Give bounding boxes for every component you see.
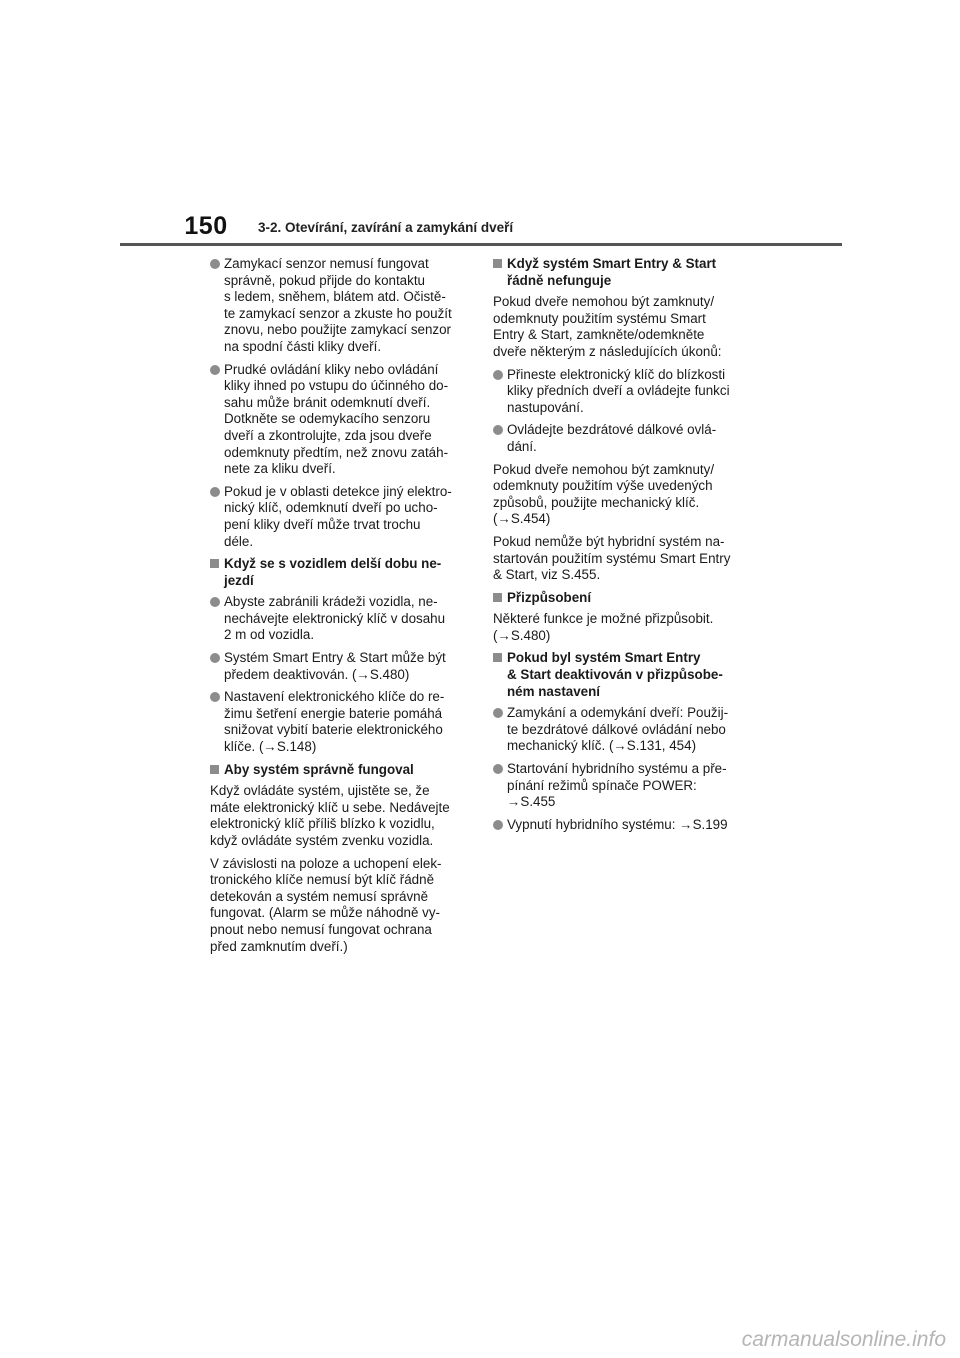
paragraph	[493, 534, 751, 584]
square-marker-icon	[493, 653, 502, 662]
square-marker-icon	[210, 765, 219, 774]
section-heading	[493, 590, 751, 607]
block-text: Když systém Smart Entry & Start řádně nefunguje	[507, 256, 717, 288]
bullet-item	[493, 422, 751, 455]
square-marker-icon	[493, 259, 502, 268]
block-text: Vypnutí hybridního systému: →S.199	[507, 816, 728, 832]
section-heading	[210, 556, 468, 589]
block-text: Zamykací senzor nemusí fungovat správně, pokud přijde do kontaktu s ledem, sněhem, blátem atd. Očistě- te zamykací senzor a zkuste ho použít znovu, nebo použijte zamykací senzor na spodní části kliky dveří.	[224, 256, 452, 354]
block-text: Pokud je v oblasti detekce jiný elektro- nický klíč, odemknutí dveří po ucho- pení kliky dveří může trvat trochu déle.	[224, 483, 452, 549]
paragraph	[493, 294, 751, 360]
bullet-dot-icon	[493, 370, 503, 380]
chapter-title: 3-2. Otevírání, zavírání a zamykání dveří	[258, 220, 514, 235]
bullet-item	[493, 817, 751, 834]
block-text: Některé funkce je možné přizpůsobit. (→S.480)	[493, 611, 714, 643]
left-column	[210, 256, 468, 961]
bullet-item	[210, 594, 468, 644]
page-header	[0, 0, 960, 250]
bullet-dot-icon	[493, 764, 503, 774]
paragraph	[493, 611, 751, 644]
bullet-dot-icon	[493, 425, 503, 435]
block-text: Přineste elektronický klíč do blízkosti kliky předních dveří a ovládejte funkci nastupování.	[507, 366, 730, 415]
block-text: Když ovládáte systém, ujistěte se, že máte elektronický klíč u sebe. Nedávejte elektronický klíč příliš blízko k vozidlu, když ovládáte systém zvenku vozidla.	[210, 783, 450, 848]
bullet-dot-icon	[210, 259, 220, 269]
bullet-dot-icon	[210, 365, 220, 375]
section-heading	[493, 650, 751, 700]
bullet-dot-icon	[210, 487, 220, 497]
header-rule	[120, 243, 842, 246]
bullet-dot-icon	[210, 597, 220, 607]
bullet-item	[493, 705, 751, 755]
block-text: Když se s vozidlem delší dobu ne- jezdí	[224, 556, 442, 588]
block-text: Pokud dveře nemohou být zamknuty/ odemknuty použitím systému Smart Entry & Start, zamkněte/odemkněte dveře některým z následujících úkonů:	[493, 294, 722, 359]
block-text: Startování hybridního systému a pře- pínání režimů spínače POWER: →S.455	[507, 761, 727, 810]
right-column	[493, 256, 751, 839]
bullet-dot-icon	[493, 820, 503, 830]
bullet-dot-icon	[210, 692, 220, 702]
bullet-item	[210, 484, 468, 550]
watermark: carmanualsonline.info	[741, 1328, 946, 1351]
block-text: Pokud byl systém Smart Entry & Start deaktivován v přizpůsobe- ném nastavení	[507, 650, 723, 699]
bullet-item	[493, 367, 751, 417]
block-text: V závislosti na poloze a uchopení elek- tronického klíče nemusí být klíč řádně detekován a systém nemusí správně fungovat. (Alarm se může náhodně vy- pnout nebo nemusí fungovat ochrana před zamknutím dveří.)	[210, 855, 442, 954]
block-text: Ovládejte bezdrátové dálkové ovlá- dání.	[507, 422, 717, 454]
page-number: 150	[184, 212, 228, 240]
block-text: Prudké ovládání kliky nebo ovládání kliky ihned po vstupu do účinného do- sahu může bránit odemknutí dveří. Dotkněte se odemykacího senzoru dveří a zkontrolujte, zda jsou dveře odemknuty předtím, než znovu zatáh- nete za kliku dveří.	[224, 361, 449, 477]
block-text: Abyste zabránili krádeži vozidla, ne- nechávejte elektronický klíč v dosahu 2 m od vozidla.	[224, 594, 446, 643]
paragraph	[493, 462, 751, 528]
square-marker-icon	[210, 559, 219, 568]
block-text: Systém Smart Entry & Start může být předem deaktivován. (→S.480)	[224, 650, 446, 682]
paragraph	[210, 856, 468, 956]
paragraph	[210, 783, 468, 849]
section-heading	[493, 256, 751, 289]
square-marker-icon	[493, 593, 502, 602]
block-text: Aby systém správně fungoval	[224, 761, 414, 777]
bullet-item	[210, 650, 468, 683]
block-text: Přizpůsobení	[507, 589, 592, 605]
bullet-item	[210, 689, 468, 755]
section-heading	[210, 762, 468, 779]
bullet-item	[210, 256, 468, 356]
bullet-dot-icon	[210, 653, 220, 663]
block-text: Pokud dveře nemohou být zamknuty/ odemknuty použitím výše uvedených způsobů, použijte mechanický klíč. (→S.454)	[493, 461, 715, 527]
block-text: Pokud nemůže být hybridní systém na- startován použitím systému Smart Entry & Start, viz S.455.	[493, 533, 731, 583]
bullet-dot-icon	[493, 708, 503, 718]
bullet-item	[210, 362, 468, 478]
block-text: Zamykání a odemykání dveří: Použij- te bezdrátové dálkové ovládání nebo mechanický klíč. (→S.131, 454)	[507, 705, 729, 754]
block-text: Nastavení elektronického klíče do re- žimu šetření energie baterie pomáhá snižovat vybití baterie elektronického klíče. (→S.148)	[224, 689, 445, 755]
bullet-item	[493, 761, 751, 811]
